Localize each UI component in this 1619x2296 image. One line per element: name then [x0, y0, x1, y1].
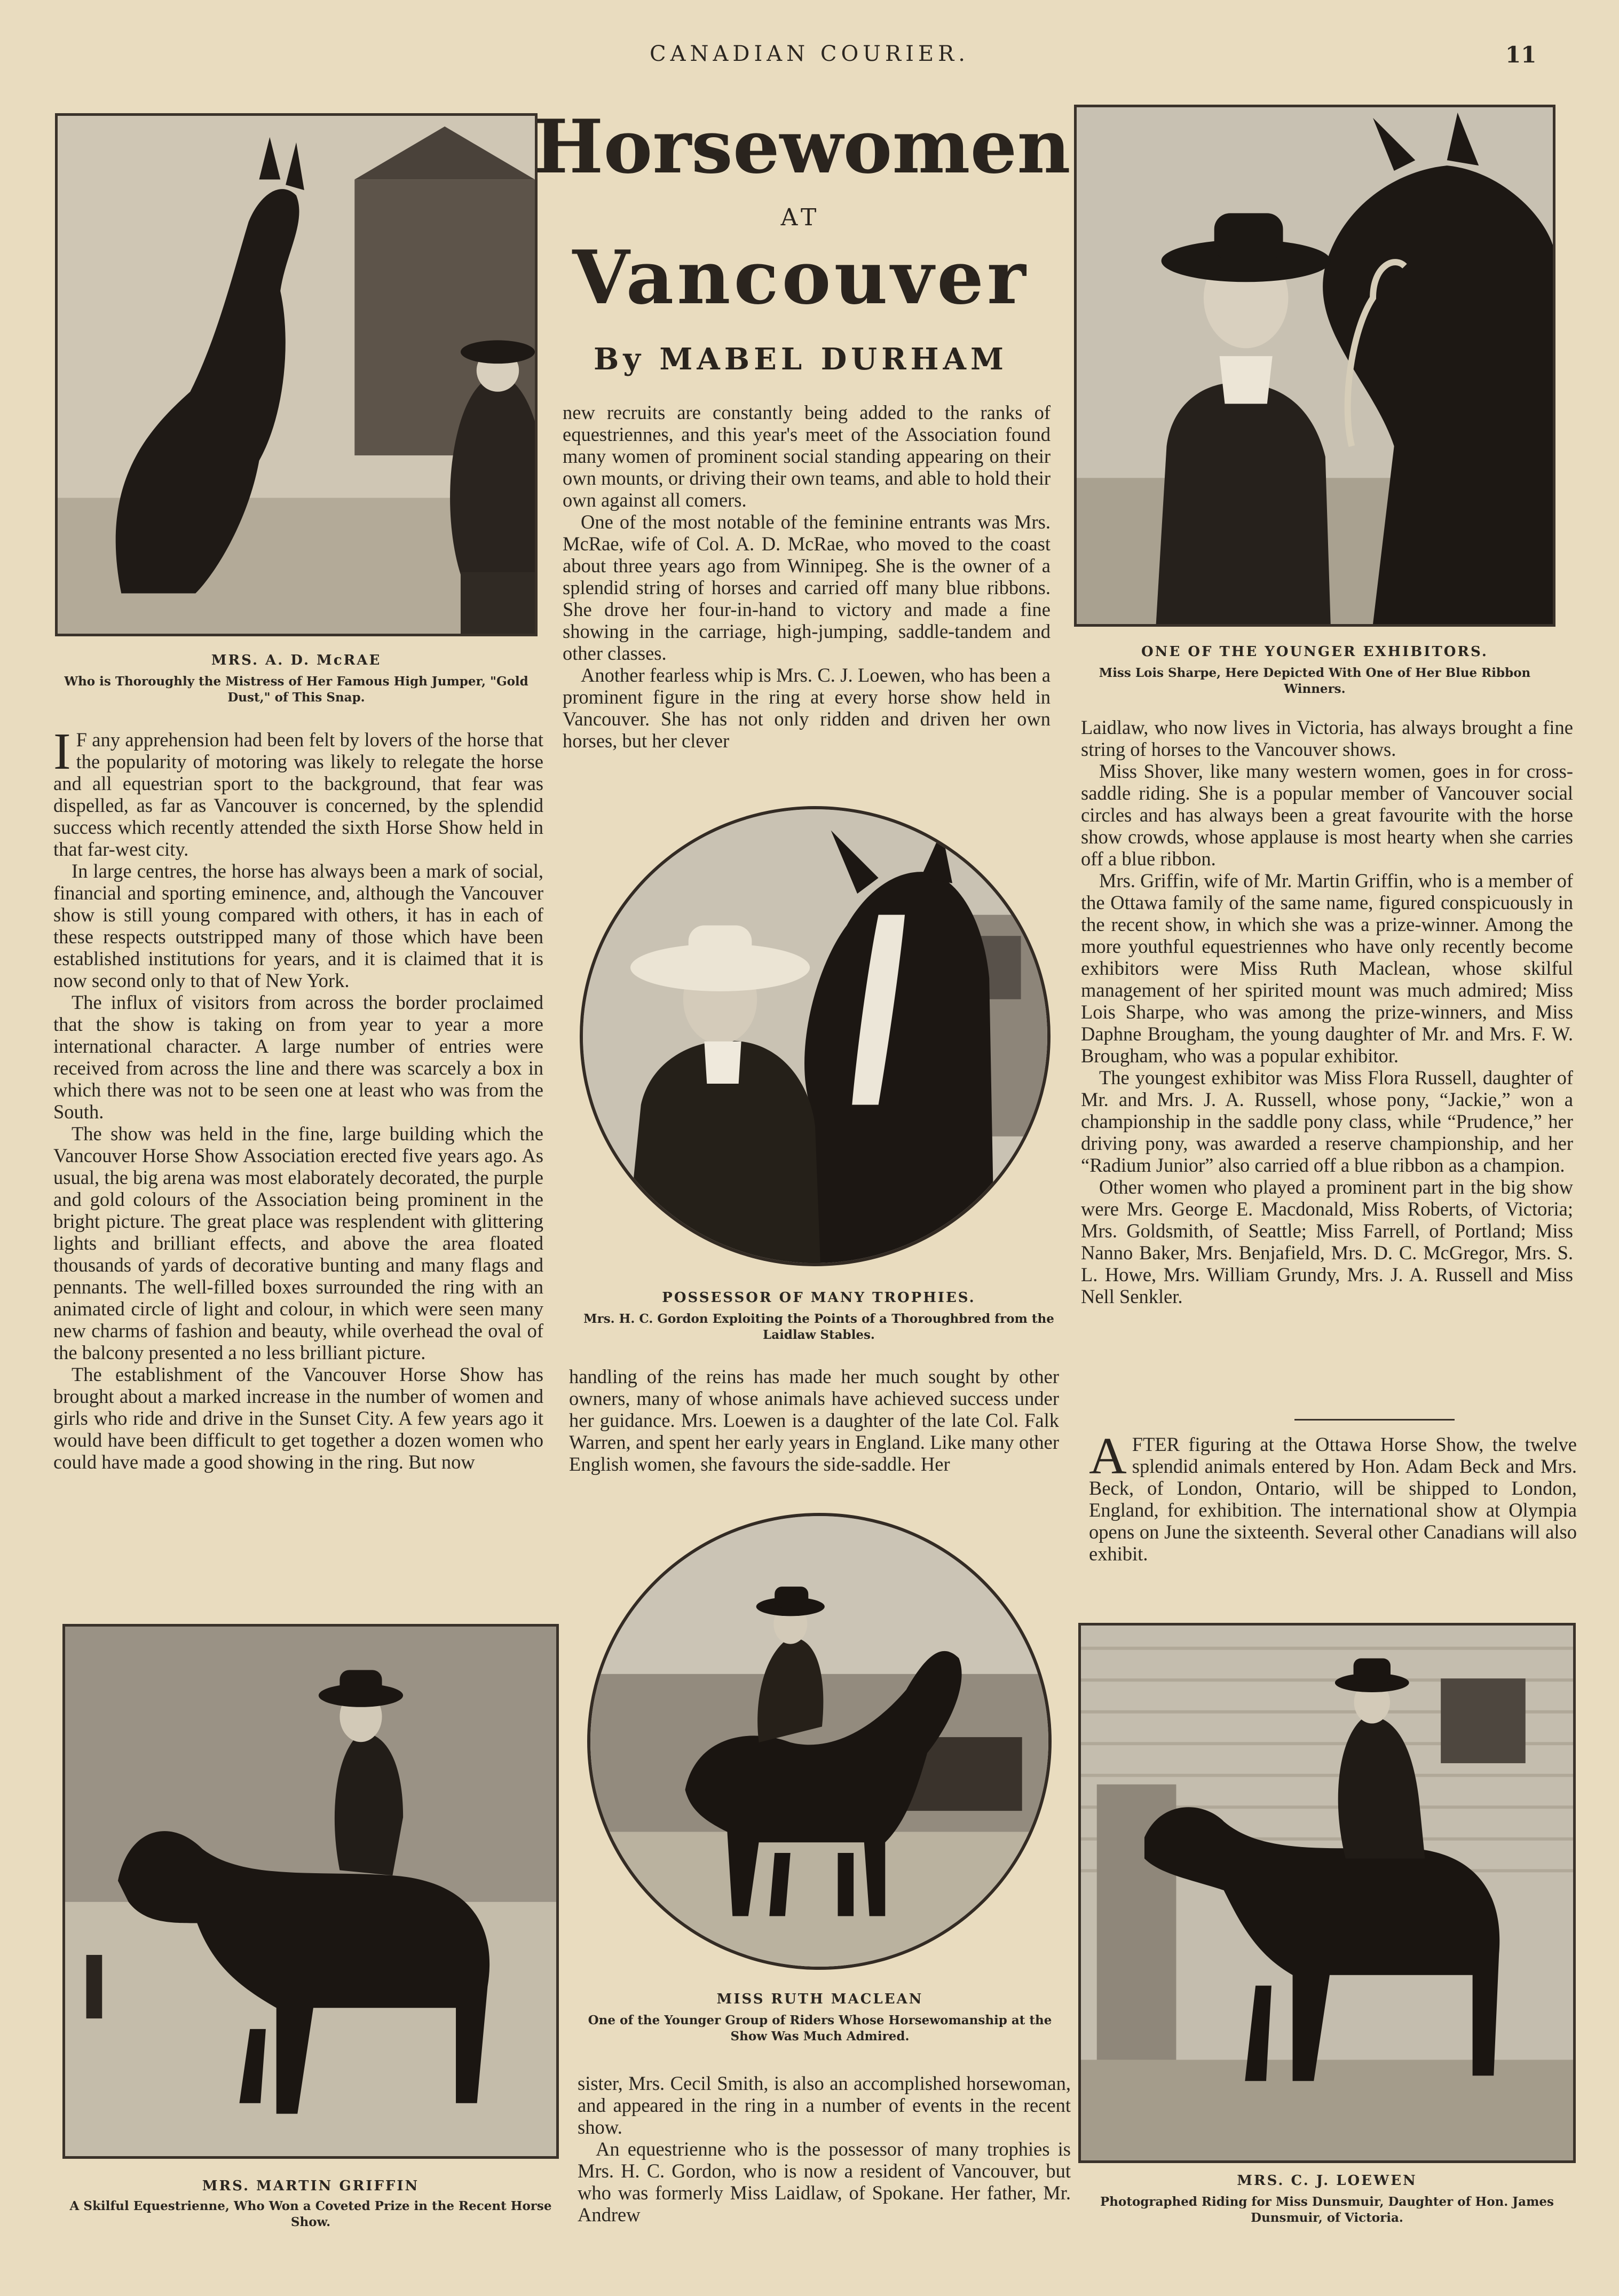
caption-loewen: Photographed Riding for Miss Dunsmuir, Daughter of Hon. James Dunsmuir, of Victoria. — [1100, 2195, 1554, 2225]
caption-title-gordon: POSSESSOR OF MANY TROPHIES. — [662, 1290, 976, 1306]
section-divider — [1294, 1419, 1455, 1421]
dropcap-a: A — [1089, 1427, 1127, 1485]
paragraph: sister, Mrs. Cecil Smith, is also an accomplished horsewoman, and appeared in the ring in a number of events in the recent show. — [578, 2072, 1071, 2138]
photo-gordon — [580, 806, 1051, 1266]
headline-at: AT — [780, 204, 821, 231]
caption-title-sharpe: ONE OF THE YOUNGER EXHIBITORS. — [1141, 644, 1488, 660]
paragraph: One of the most notable of the feminine entrants was Mrs. McRae, wife of Col. A. D. McRae, who moved to the coast about three years ago from Winnipeg. She is the owner of a splendid string of horses and carried off many blue ribbons. She drove her four-in-hand to victory and made a fine showing in the carriage, high-jumping, saddle-tandem and other classes. — [563, 511, 1051, 664]
paragraph: The show was held in the fine, large building which the Vancouver Horse Show Association erected five years ago. As usual, the big arena was most elaborately decorated, the purple and gold colours of the Association being prominent in the bright picture. The great place was resplendent with glittering lights and brilliant effects, and above the area floated thousands of yards of decorative bunting and many flags and pennants. The well-filled boxes surrounded the ring with an animated circle of light and colour, in which were seen many new charms of fashion and beauty, while overhead the oval of the balcony presented a no less brilliant picture. — [53, 1123, 543, 1363]
photo-sharpe — [1074, 105, 1555, 627]
column-middle-top — [563, 401, 1051, 752]
caption-title-griffin: MRS. MARTIN GRIFFIN — [202, 2178, 420, 2194]
caption-title-loewen: MRS. C. J. LOEWEN — [1237, 2173, 1417, 2189]
caption-mcrae: Who is Thoroughly the Mistress of Her Famous High Jumper, "Gold Dust," of This Snap. — [64, 674, 528, 705]
paragraph: The youngest exhibitor was Miss Flora Russell, daughter of Mr. and Mrs. J. A. Russell, whose pony, “Jackie,” won a championship in the saddle pony class, while “Prudence,” her driving pony, was awarded a reserve championship, and her “Radium Junior” also carried off a blue ribbon as a champion. — [1081, 1067, 1573, 1176]
paragraph: FTER figuring at the Ottawa Horse Show, the twelve splendid animals entered by Hon. Adam Beck and Mrs. Beck, of London, Ontario, will be shipped to London, England, for exhibition. The international show at Olympia opens on June the sixteenth. Several other Canadians will also exhibit. — [1089, 1433, 1577, 1565]
paragraph: handling of the reins has made her much sought by other owners, many of whose animals have achieved success under her guidance. Mrs. Loewen is a daughter of the late Col. Falk Warren, and spent her early years in England. Like many other English women, she favours the side-saddle. Her — [569, 1366, 1059, 1475]
caption-gordon: Mrs. H. C. Gordon Exploiting the Points of a Thoroughbred from the Laidlaw Stables. — [583, 1312, 1054, 1342]
column-right — [1081, 716, 1573, 1307]
headline-line-2: Vancouver — [572, 234, 1029, 321]
paragraph: Mrs. Griffin, wife of Mr. Martin Griffin, who is a member of the Ottawa family of the same name, figured conspicuously in the recent show, in which she was a prize-winner. Among the more youthful equestriennes who have only recently become exhibitors were Miss Ruth Maclean, whose skilful management of her spirited mount was much admired; Miss Lois Sharpe, who was among the prize-winners, and Miss Daphne Brougham, the young daughter of Mr. and Mrs. F. W. Brougham, who was a popular exhibitor. — [1081, 870, 1573, 1067]
paragraph: Other women who played a prominent part in the big show were Mrs. George E. Macdonald, Miss Roberts, of Victoria; Mrs. Goldsmith, of Seattle; Miss Farrell, of Portland; Miss Nanno Baker, Mrs. Benjafield, Mrs. D. C. McGregor, Mrs. S. L. Howe, Mrs. William Grundy, Mrs. J. A. Russell and Miss Nell Senkler. — [1081, 1176, 1573, 1307]
column-middle-bottom — [578, 2072, 1071, 2226]
paragraph: Laidlaw, who now lives in Victoria, has always brought a fine string of horses to the Vancouver shows. — [1081, 716, 1573, 760]
column-left — [53, 723, 543, 1473]
caption-title-maclean: MISS RUTH MACLEAN — [716, 1991, 923, 2007]
caption-maclean: One of the Younger Group of Riders Whose Horsewomanship at the Show Was Much Admired. — [588, 2013, 1052, 2043]
photo-mcrae — [55, 113, 538, 636]
byline: By MABEL DURHAM — [594, 342, 1008, 377]
caption-sharpe: Miss Lois Sharpe, Here Depicted With One of Her Blue Ribbon Winners. — [1099, 666, 1531, 696]
paragraph: The establishment of the Vancouver Horse Show has brought about a marked increase in the number of women and girls who ride and drive in the Sunset City. A few years ago it would have been difficult to get together a dozen women who could have made a good showing in the ring. But now — [53, 1363, 543, 1473]
caption-griffin: A Skilful Equestrienne, Who Won a Coveted Prize in the Recent Horse Show. — [69, 2199, 552, 2229]
paragraph: An equestrienne who is the possessor of many trophies is Mrs. H. C. Gordon, who is now a resident of Vancouver, but who was formerly Miss Laidlaw, of Spokane. Her father, Mr. Andrew — [578, 2138, 1071, 2226]
paragraph: In large centres, the horse has always been a mark of social, financial and sporting eminence, and, although the Vancouver show is still young compared with others, it has in each of these respects outstripped many of those which have been established institutions for years, and it is claimed that it is now second only to that of New York. — [53, 860, 543, 991]
paragraph: Another fearless whip is Mrs. C. J. Loewen, who has been a prominent figure in the ring at every horse show held in Vancouver. She has not only ridden and driven her own horses, but her clever — [563, 664, 1051, 752]
paragraph: F any apprehension had been felt by lovers of the horse that the popularity of motoring was likely to relegate the horse and all equestrian sport to the background, that fear was dispelled, as far as Vancouver is concerned, by the splendid success which recently attended the sixth Horse Show held in that far-west city. — [53, 729, 543, 860]
photo-griffin — [62, 1624, 559, 2159]
paragraph: Miss Shover, like many western women, goes in for cross-saddle riding. She is a popular member of Vancouver social circles and has always been a great favourite with the horse show crowds, whose applause is most hearty when she carries off a blue ribbon. — [1081, 760, 1573, 870]
column-middle-mid — [569, 1366, 1059, 1475]
running-head: CANADIAN COURIER. — [650, 42, 969, 66]
page-number: 11 — [1505, 42, 1537, 68]
headline-line-1: Horsewomen — [534, 103, 1071, 190]
paragraph: The influx of visitors from across the border proclaimed that the show is taking on from year to year a more international character. A large number of entries were received from across the line and there was scarcely a box in which there was not to be seen one at least who was from the South. — [53, 991, 543, 1123]
olympia-note — [1089, 1427, 1577, 1565]
paragraph: new recruits are constantly being added to the ranks of equestriennes, and this year's meet of the Association found many women of prominent social standing appearing on their own mounts, or driving their own teams, and able to hold their own against all comers. — [563, 401, 1051, 511]
photo-maclean — [587, 1513, 1052, 1970]
caption-title-mcrae: MRS. A. D. McRAE — [211, 652, 382, 668]
photo-loewen — [1078, 1623, 1576, 2163]
dropcap-i: I — [53, 723, 71, 780]
